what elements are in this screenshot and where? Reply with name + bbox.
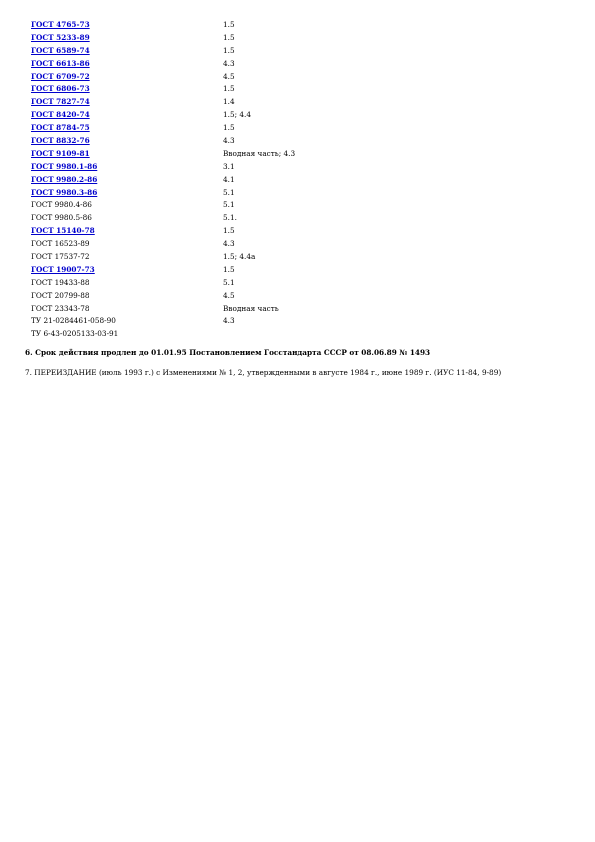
- reference-doc-link[interactable]: ГОСТ 4765-73: [31, 20, 90, 29]
- reference-doc-cell: [31, 277, 223, 290]
- reference-doc-link[interactable]: ГОСТ 9109-81: [31, 148, 90, 158]
- reference-row: [31, 135, 451, 148]
- reference-item-number: 1.5; 4.4: [223, 110, 251, 120]
- reference-row: [31, 303, 451, 316]
- reference-doc-cell: [31, 32, 223, 45]
- reference-doc-text: ГОСТ 16523-89: [31, 239, 90, 249]
- reference-item-number: 1.5; 4.4а: [223, 252, 256, 262]
- reference-item-number: 4.5: [223, 290, 235, 300]
- reference-row: [31, 109, 451, 122]
- reference-item-number: 1.4: [223, 97, 235, 107]
- reference-doc-cell: [31, 199, 223, 212]
- reference-row: [31, 187, 451, 200]
- reference-doc-cell: [31, 187, 223, 200]
- reference-item-number: 3.1: [223, 161, 235, 171]
- reference-item-number: 1.5: [223, 226, 235, 236]
- reference-doc-cell: [31, 264, 223, 277]
- reference-doc-link[interactable]: ГОСТ 9980.2-86: [31, 174, 98, 184]
- reference-doc-text: ГОСТ 20799-88: [31, 290, 90, 300]
- reference-doc-cell: [31, 71, 223, 84]
- reference-doc-link[interactable]: ГОСТ 8832-76: [31, 136, 90, 146]
- reference-doc-link[interactable]: ГОСТ 8420-74: [31, 110, 90, 120]
- reference-doc-text: ТУ 21-0284461-058-90: [31, 316, 116, 326]
- reference-row: [31, 315, 451, 328]
- reference-row: [31, 225, 451, 238]
- reference-doc-cell: [31, 238, 223, 251]
- reference-doc-text: ГОСТ 9980.4-86: [31, 200, 92, 210]
- reference-doc-cell: [31, 225, 223, 238]
- reference-row: [31, 328, 451, 341]
- reference-doc-link[interactable]: ГОСТ 5233-89: [31, 32, 90, 42]
- reference-row: [31, 290, 451, 303]
- reference-row: [31, 251, 451, 264]
- reference-doc-text: ГОСТ 23343-78: [31, 303, 90, 313]
- reference-doc-cell: [31, 251, 223, 264]
- reference-row: [31, 264, 451, 277]
- reference-row: [31, 45, 451, 58]
- reissue-note: 7. ПЕРЕИЗДАНИЕ (июль 1993 г.) с Изменениями № 1, 2, утвержденными в августе 1984 г., июне 1989 г. (ИУС 11-84, 9-89): [25, 368, 502, 377]
- reference-doc-cell: [31, 328, 223, 341]
- reference-doc-link[interactable]: ГОСТ 9980.3-86: [31, 187, 98, 197]
- reference-row: [31, 174, 451, 187]
- reference-item-number: 4.3: [223, 239, 235, 249]
- reference-doc-cell: [31, 161, 223, 174]
- reference-row: [31, 148, 451, 161]
- reference-doc-cell: [31, 122, 223, 135]
- reference-doc-cell: [31, 212, 223, 225]
- reference-doc-cell: [31, 83, 223, 96]
- reference-item-number: 1.5: [223, 20, 235, 29]
- reference-item-number: 4.5: [223, 71, 235, 81]
- reference-doc-link[interactable]: ГОСТ 6806-73: [31, 84, 90, 94]
- reference-doc-link[interactable]: ГОСТ 19007-73: [31, 264, 95, 274]
- reference-doc-cell: [31, 58, 223, 71]
- reference-doc-cell: [31, 303, 223, 316]
- reference-item-number: 1.5: [223, 264, 235, 274]
- reference-doc-cell: [31, 96, 223, 109]
- reference-doc-cell: [31, 19, 223, 32]
- reference-row: [31, 212, 451, 225]
- reference-doc-text: ГОСТ 9980.5-86: [31, 213, 92, 223]
- reference-row: [31, 19, 451, 32]
- reference-doc-link[interactable]: ГОСТ 7827-74: [31, 97, 90, 107]
- reference-doc-cell: [31, 174, 223, 187]
- reference-doc-text: ТУ 6-43-0205133-03-91: [31, 329, 119, 339]
- reference-item-number: 1.5: [223, 123, 235, 133]
- reference-row: [31, 199, 451, 212]
- reference-doc-link[interactable]: ГОСТ 8784-75: [31, 123, 90, 133]
- reference-doc-link[interactable]: ГОСТ 9980.1-86: [31, 161, 98, 171]
- validity-note: 6. Срок действия продлен до 01.01.95 Постановлением Госстандарта СССР от 08.06.89 № 1493: [25, 348, 431, 357]
- reference-row: [31, 161, 451, 174]
- reference-row: [31, 96, 451, 109]
- reference-item-number: 1.5: [223, 45, 235, 55]
- reference-doc-cell: [31, 315, 223, 328]
- reference-doc-cell: [31, 148, 223, 161]
- reference-item-number: [223, 328, 451, 341]
- reference-doc-cell: [31, 109, 223, 122]
- reference-row: [31, 71, 451, 84]
- reference-row: [31, 277, 451, 290]
- reference-doc-cell: [31, 135, 223, 148]
- reference-item-number: 5.1: [223, 187, 235, 197]
- reference-item-number: 1.5: [223, 84, 235, 94]
- reference-doc-text: ГОСТ 19433-88: [31, 277, 90, 287]
- reference-row: [31, 238, 451, 251]
- reference-item-number: 4.3: [223, 136, 235, 146]
- reference-doc-link[interactable]: ГОСТ 15140-78: [31, 226, 95, 236]
- reference-doc-link[interactable]: ГОСТ 6709-72: [31, 71, 90, 81]
- reference-doc-text: ГОСТ 17537-72: [31, 252, 90, 262]
- reference-item-number: Вводная часть; 4.3: [223, 148, 296, 158]
- reference-item-number: 5.1: [223, 200, 235, 210]
- reference-row: [31, 83, 451, 96]
- normative-references-table: [31, 19, 451, 341]
- reference-item-number: 5.1.: [223, 213, 237, 223]
- reference-doc-cell: [31, 290, 223, 303]
- reference-row: [31, 122, 451, 135]
- reference-doc-cell: [31, 45, 223, 58]
- reference-item-number: 4.1: [223, 174, 235, 184]
- reference-item-number: 1.5: [223, 32, 235, 42]
- reference-item-number: 5.1: [223, 277, 235, 287]
- reference-item-number: 4.3: [223, 58, 235, 68]
- reference-doc-link[interactable]: ГОСТ 6589-74: [31, 45, 90, 55]
- reference-doc-link[interactable]: ГОСТ 6613-86: [31, 58, 90, 68]
- reference-item-number: Вводная часть: [223, 303, 279, 313]
- reference-item-number: 4.3: [223, 316, 235, 326]
- reference-row: [31, 58, 451, 71]
- reference-row: [31, 32, 451, 45]
